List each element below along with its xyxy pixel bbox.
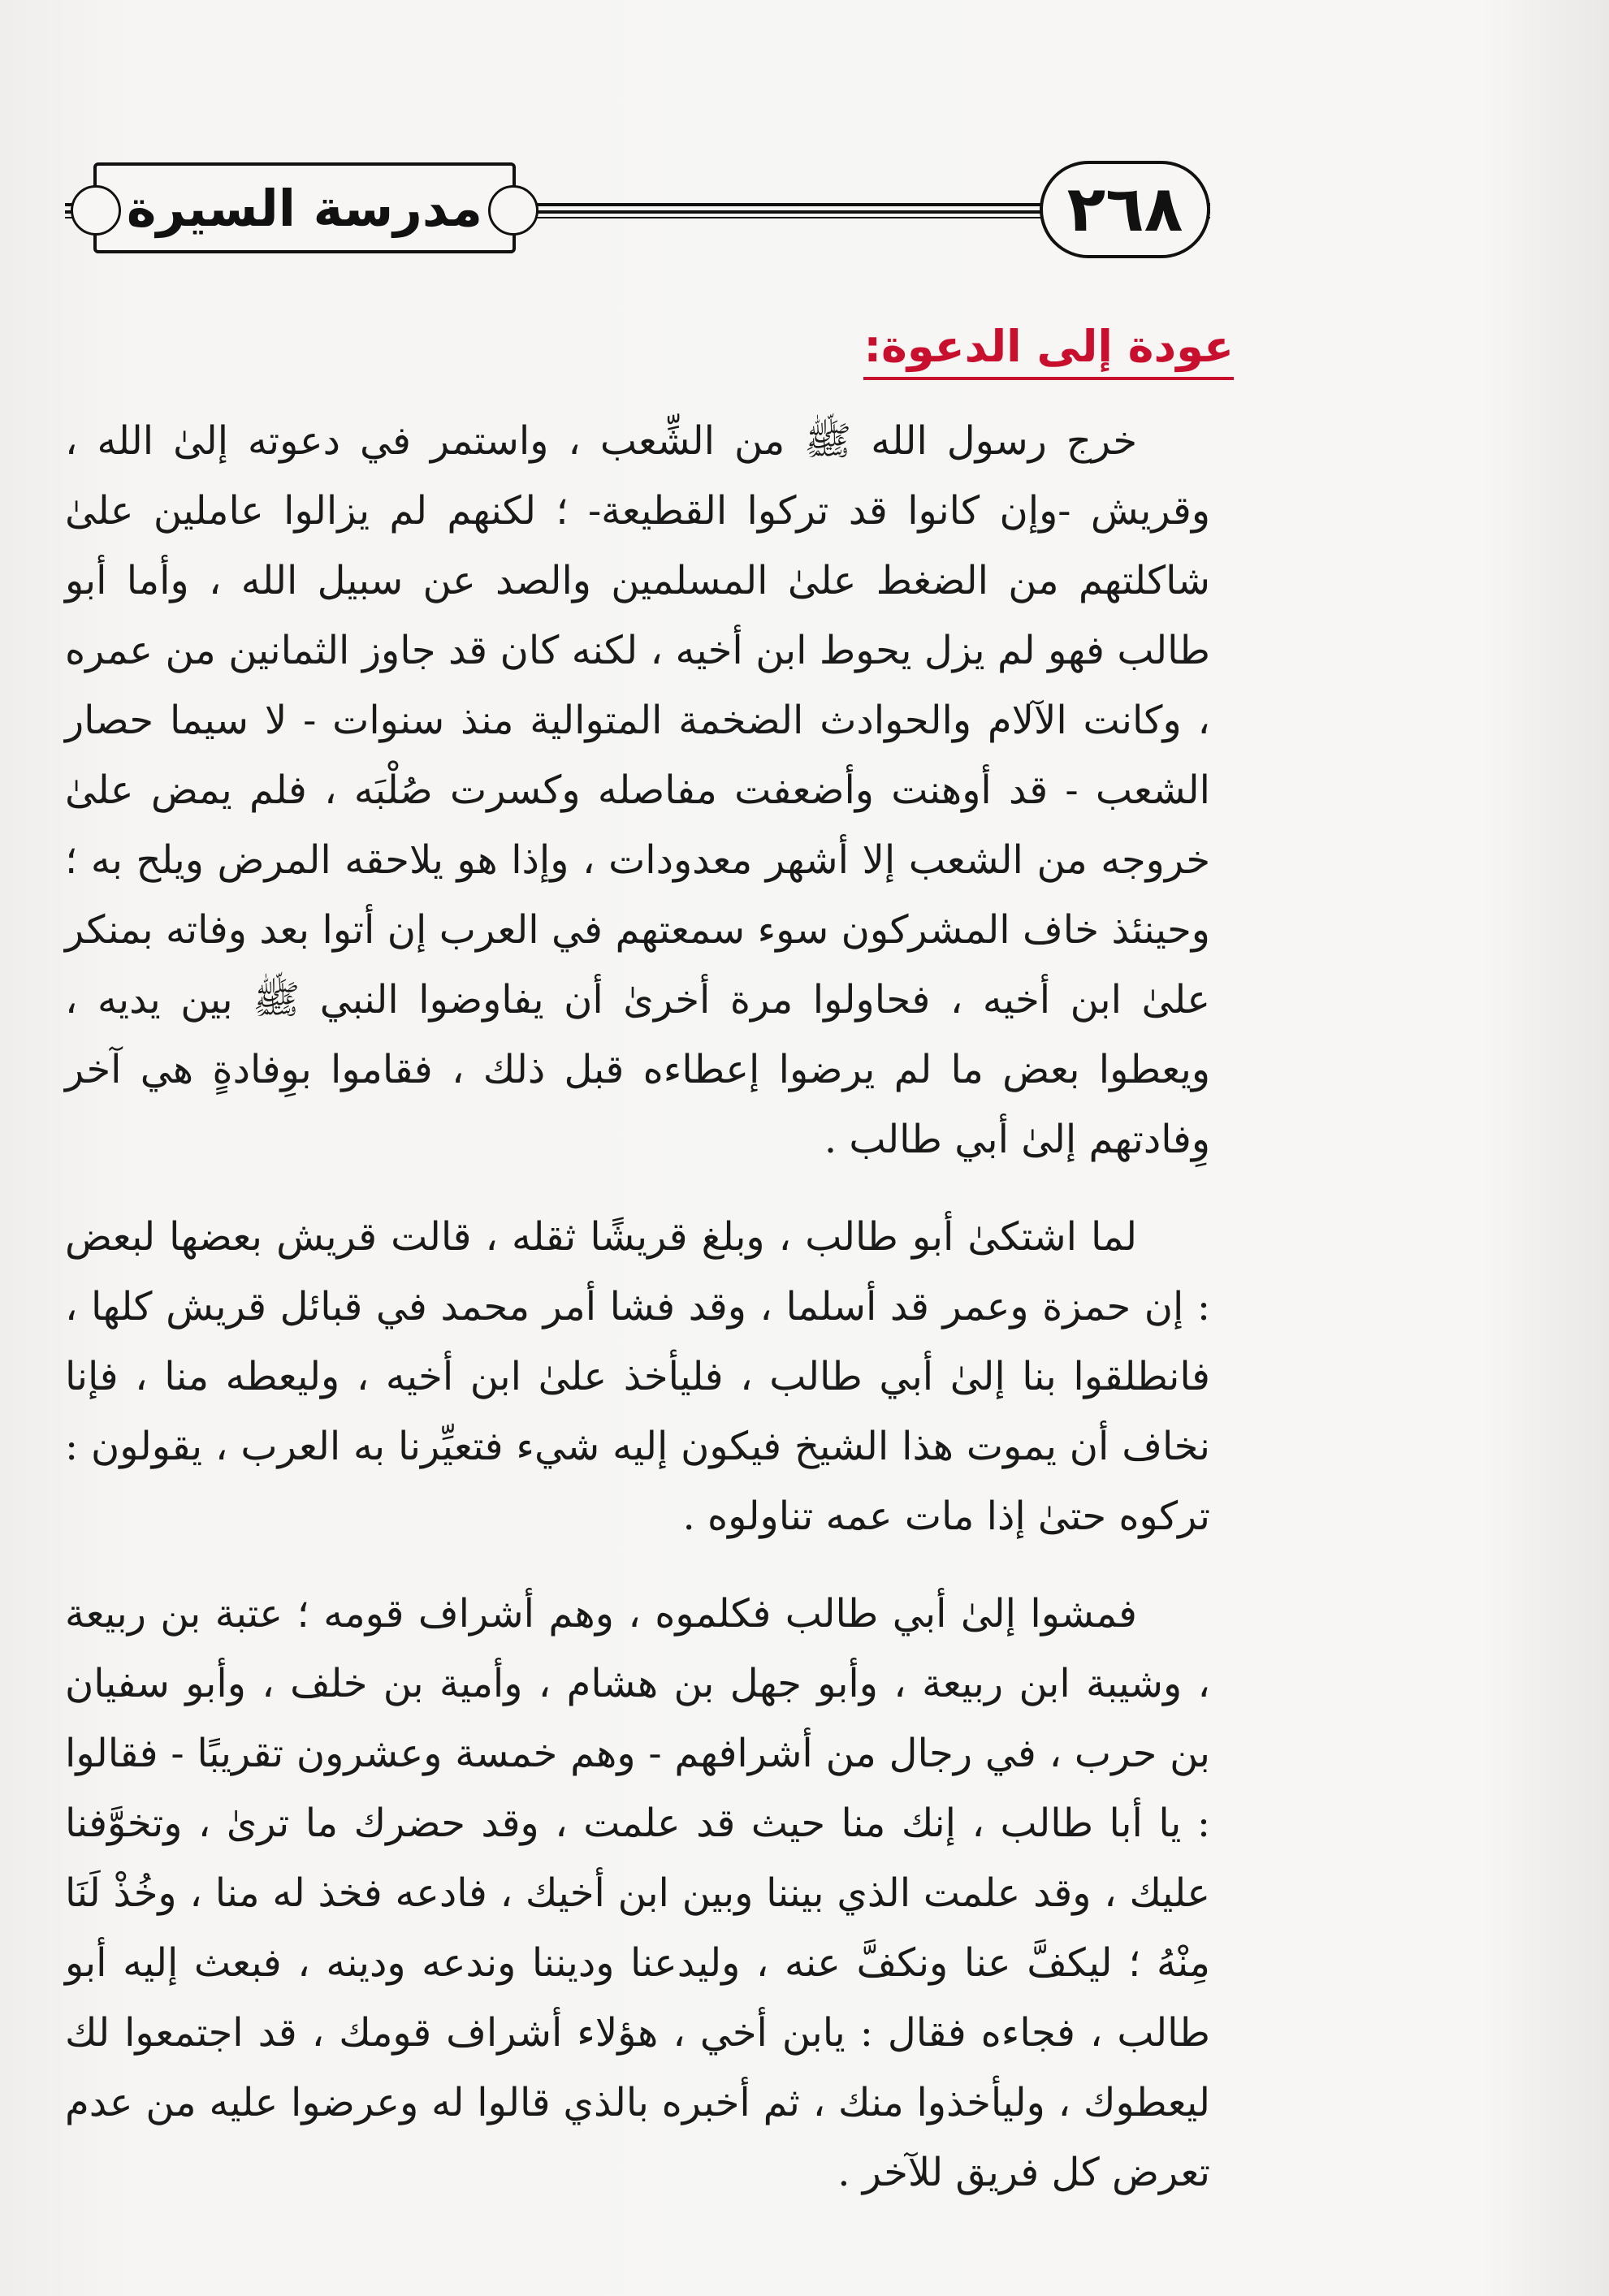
page-number: ٢٦٨ xyxy=(1040,161,1210,258)
body-text xyxy=(65,406,1210,2235)
book-title: مدرسة السيرة xyxy=(93,162,516,253)
paragraph: خرج رسول الله ﷺ من الشِّعب ، واستمر في دعوته إلىٰ الله ، وقريش -وإن كانوا قد تركوا القطيعة- ؛ لكنهم لم يزالوا عاملين علىٰ شاكلتهم من الضغط علىٰ المسلمين والصد عن سبيل الله ، وأما أبو طالب فهو لم يزل يحوط ابن أخيه ، لكنه كان قد جاوز الثمانين من عمره ، وكانت الآلام والحوادث الضخمة المتوالية منذ سنوات - لا سيما حصار الشعب - قد أوهنت وأضعفت مفاصله وكسرت صُلْبَه ، فلم يمض علىٰ خروجه من الشعب إلا أشهر معدودات ، وإذا هو يلاحقه المرض ويلح به ؛ وحينئذ خاف المشركون سوء سمعتهم في العرب إن أتوا بعد وفاته بمنكر علىٰ ابن أخيه ، فحاولوا مرة أخرىٰ أن يفاوضوا النبي ﷺ بين يديه ، ويعطوا بعض ما لم يرضوا إعطاءه قبل ذلك ، فقاموا بوِفادةٍ هي آخر وِفادتهم إلىٰ أبي طالب . xyxy=(65,418,1211,1162)
paragraph: فمشوا إلىٰ أبي طالب فكلموه ، وهم أشراف قومه ؛ عتبة بن ربيعة ، وشيبة ابن ربيعة ، وأبو جهل بن هشام ، وأمية بن خلف ، وأبو سفيان بن حرب ، في رجال من أشرافهم - وهم خمسة وعشرون تقريبًا - فقالوا : يا أبا طالب ، إنك منا حيث قد علمت ، وقد حضرك ما ترىٰ ، وتخوَّفنا عليك ، وقد علمت الذي بيننا وبين ابن أخيك ، فادعه فخذ له منا ، وخُذْ لَنَا مِنْهُ ؛ ليكفَّ عنا ونكفَّ عنه ، وليدعنا وديننا وندعه ودينه ، فبعث إليه أبو طالب ، فجاءه فقال : يابن أخي ، هؤلاء أشراف قومك ، قد اجتمعوا لك ليعطوك ، وليأخذوا منك ، ثم أخبره بالذي قالوا له وعرضوا عليه من عدم تعرض كل فريق للآخر . xyxy=(65,1591,1211,2195)
section-heading: عودة إلى الدعوة: xyxy=(863,321,1234,380)
page-header xyxy=(65,161,1210,266)
paragraph: لما اشتكىٰ أبو طالب ، وبلغ قريشًا ثقله ، قالت قريش بعضها لبعض : إن حمزة وعمر قد أسلما ، وقد فشا أمر محمد في قبائل قريش كلها ، فانطلقوا بنا إلىٰ أبي طالب ، فليأخذ علىٰ ابن أخيه ، وليعطه منا ، فإنا نخاف أن يموت هذا الشيخ فيكون إليه شيء فتعيِّرنا به العرب ، يقولون : تركوه حتىٰ إذا مات عمه تناولوه . xyxy=(65,1214,1210,1539)
